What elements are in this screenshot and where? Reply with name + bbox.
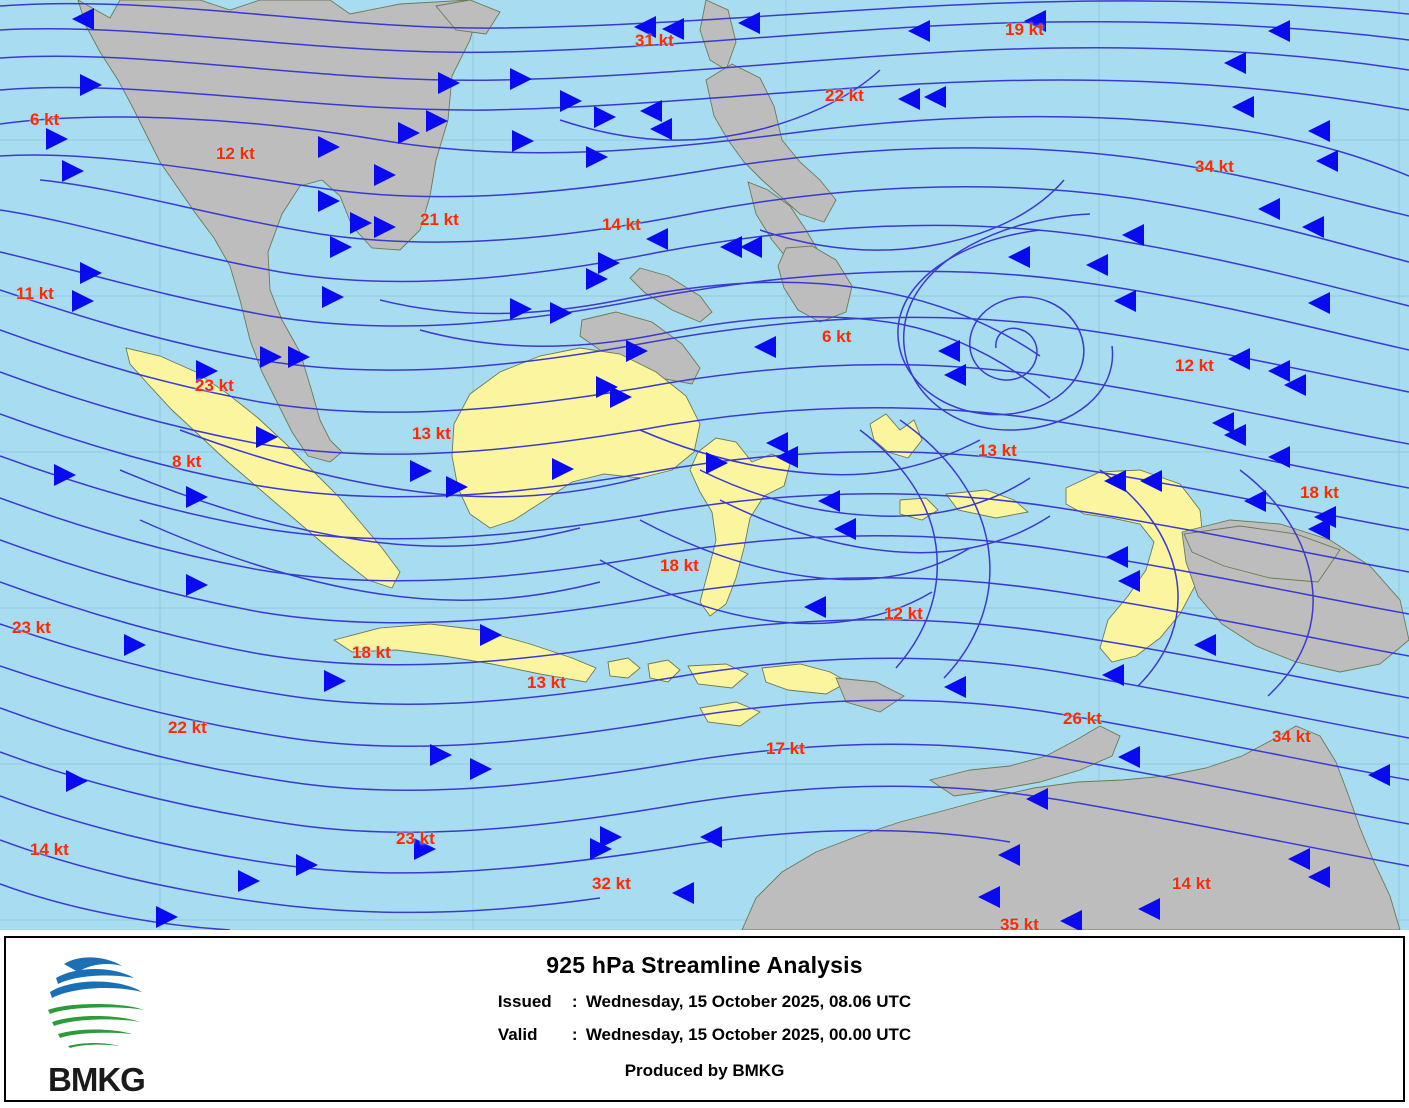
wind-speed-label: 18 kt [660, 556, 699, 575]
wind-speed-label: 12 kt [1175, 356, 1214, 375]
wind-speed-label: 6 kt [822, 327, 852, 346]
product-title: 925 hPa Streamline Analysis [546, 952, 863, 978]
wind-speed-label: 18 kt [1300, 483, 1339, 502]
wind-speed-label: 31 kt [635, 31, 674, 50]
issued-row [6, 992, 1403, 1012]
wind-speed-label: 22 kt [168, 718, 207, 737]
valid-value: Wednesday, 15 October 2025, 00.00 UTC [585, 1025, 912, 1044]
land-java [334, 624, 596, 682]
land-palawan [630, 268, 712, 322]
wind-speed-label: 19 kt [1005, 20, 1044, 39]
land-seram [946, 490, 1028, 518]
wind-speed-label: 14 kt [30, 840, 69, 859]
land-buru [900, 498, 938, 520]
wind-speed-label: 8 kt [172, 452, 202, 471]
caption-text-block [6, 938, 1403, 1081]
wind-speed-label: 18 kt [352, 643, 391, 662]
wind-speed-label: 12 kt [216, 144, 255, 163]
wind-speed-label: 13 kt [978, 441, 1017, 460]
wind-speed-label: 34 kt [1272, 727, 1311, 746]
wind-speed-label: 34 kt [1195, 157, 1234, 176]
land-taiwan [700, 0, 736, 70]
bmkg-logo-text: BMKG [48, 1061, 145, 1098]
wind-speed-label: 6 kt [30, 110, 60, 129]
wind-speed-label: 14 kt [1172, 874, 1211, 893]
issued-colon: : [571, 992, 578, 1011]
valid-label: Valid [497, 1025, 538, 1044]
producer-credit: Produced by BMKG [624, 1061, 785, 1080]
wind-speed-label: 23 kt [195, 376, 234, 395]
land-indochina [78, 0, 478, 462]
issued-label: Issued [497, 992, 552, 1011]
valid-row [6, 1025, 1403, 1045]
wind-speed-label: 21 kt [420, 210, 459, 229]
land-sumatra [126, 348, 400, 588]
land-timor [836, 678, 904, 712]
valid-colon: : [571, 1025, 578, 1044]
wind-speed-label: 23 kt [396, 829, 435, 848]
issued-value: Wednesday, 15 October 2025, 08.06 UTC [585, 992, 912, 1011]
wind-speed-label: 13 kt [527, 673, 566, 692]
wind-speed-label: 32 kt [592, 874, 631, 893]
wind-speed-label: 17 kt [766, 739, 805, 758]
wind-speed-label: 11 kt [16, 284, 54, 303]
wind-speed-label: 14 kt [602, 215, 641, 234]
wind-speed-label: 12 kt [884, 604, 923, 623]
wind-speed-label: 26 kt [1063, 709, 1102, 728]
land-flores [762, 664, 848, 694]
wind-speed-label: 13 kt [412, 424, 451, 443]
wind-speed-label: 23 kt [12, 618, 51, 637]
caption-panel [4, 936, 1405, 1102]
wind-speed-label: 35 kt [1000, 915, 1039, 930]
land-bali [608, 658, 640, 678]
wind-speed-label: 22 kt [825, 86, 864, 105]
